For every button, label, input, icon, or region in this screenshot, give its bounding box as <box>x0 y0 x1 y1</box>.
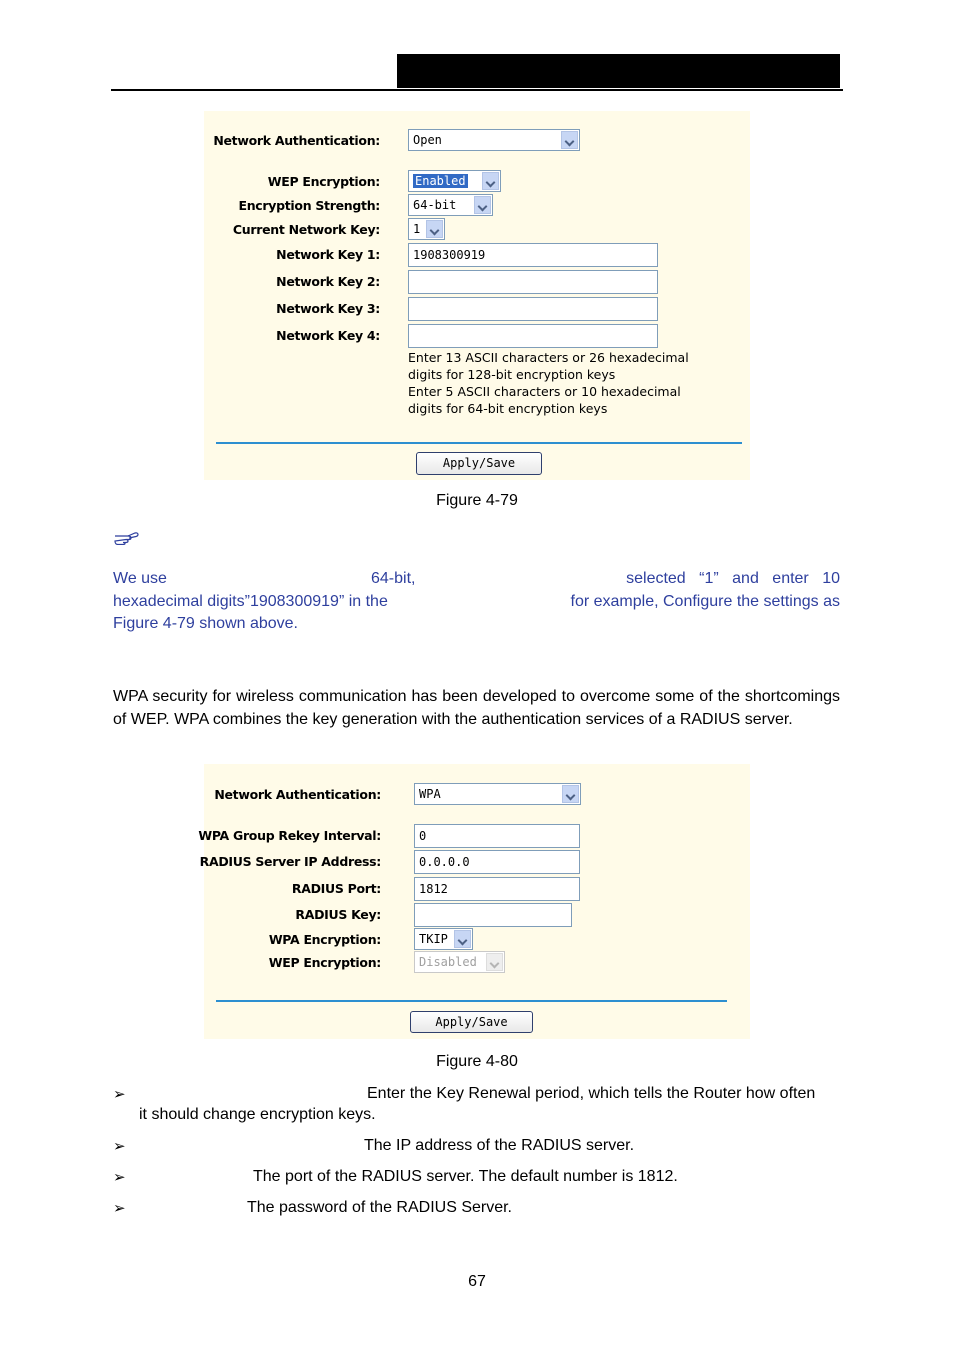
label-network-key-4: Network Key 4: <box>276 328 380 343</box>
label-radius-key: RADIUS Key: <box>295 907 381 922</box>
bullet-arrow-icon: ➢ <box>113 1086 126 1103</box>
radius-server-ip-input[interactable]: 0.0.0.0 <box>414 850 580 874</box>
label-wpa-encryption: WPA Encryption: <box>268 932 381 947</box>
bullet-text: The IP address of the RADIUS server. <box>364 1137 635 1154</box>
figure-caption: Figure 4-80 <box>436 1053 518 1070</box>
label-current-network-key: Current Network Key: <box>232 222 380 237</box>
network-authentication-value: WPA <box>419 787 441 801</box>
label-wep-encryption: WEP Encryption: <box>267 174 380 189</box>
current-network-key-value: 1 <box>413 222 421 236</box>
network-key-4-input[interactable] <box>408 324 658 348</box>
note-line-3: Figure 4-79 shown above. <box>113 615 298 632</box>
label-radius-port: RADIUS Port: <box>291 881 381 896</box>
wpa-encryption-select[interactable] <box>414 928 473 950</box>
network-key-3-input[interactable] <box>408 297 658 321</box>
chevron-down-icon <box>561 131 578 149</box>
bullet-arrow-icon: ➢ <box>113 1200 126 1217</box>
label-wpa-group-rekey-interval: WPA Group Rekey Interval: <box>198 828 381 843</box>
network-authentication-value: Open <box>413 133 442 147</box>
note-text: 64-bit, <box>371 570 416 587</box>
wep-encryption-value: Disabled <box>419 955 477 969</box>
chevron-down-icon <box>474 196 491 214</box>
wpa-encryption-value: TKIP <box>419 932 448 946</box>
bullet-text: it should change encryption keys. <box>139 1106 376 1123</box>
bullet-arrow-icon: ➢ <box>113 1169 126 1186</box>
network-authentication-select[interactable] <box>414 783 581 805</box>
label-network-authentication: Network Authentication: <box>214 787 381 802</box>
network-key-2-input[interactable] <box>408 270 658 294</box>
label-network-key-1: Network Key 1: <box>276 247 380 262</box>
page-number: 67 <box>468 1273 486 1290</box>
key-format-hint <box>408 349 708 417</box>
chevron-down-icon <box>482 172 499 190</box>
hint-line: Enter 13 ASCII characters or 26 hexadecimal <box>408 350 689 365</box>
figure-4-80-panel <box>204 764 750 1039</box>
wep-encryption-select[interactable] <box>408 170 501 192</box>
note-line-2 <box>113 591 840 613</box>
chevron-down-icon <box>562 785 579 803</box>
encryption-strength-value: 64-bit <box>413 198 457 212</box>
label-radius-server-ip: RADIUS Server IP Address: <box>199 854 381 869</box>
wep-encryption-select-disabled <box>414 951 505 973</box>
note-text: We use <box>113 570 167 587</box>
network-key-1-input[interactable]: 1908300919 <box>408 243 658 267</box>
chevron-down-icon <box>486 953 503 971</box>
wpa-group-rekey-interval-input[interactable]: 0 <box>414 824 580 848</box>
wpa-paragraph: WPA security for wireless communication has been developed to overcome some of the shortcomings of WEP. WPA combines the key generation with the authentication services of a RADIUS server. <box>113 688 840 728</box>
figure-caption: Figure 4-79 <box>436 492 518 509</box>
hint-line: digits for 64-bit encryption keys <box>408 401 608 416</box>
figure-4-79-panel <box>204 111 750 480</box>
pointing-hand-icon <box>114 531 140 545</box>
bullet-text: The port of the RADIUS server. The default number is 1812. <box>253 1168 678 1185</box>
label-network-key-3: Network Key 3: <box>276 301 380 316</box>
bullet-arrow-icon: ➢ <box>113 1138 126 1155</box>
label-wep-encryption: WEP Encryption: <box>268 955 381 970</box>
apply-save-button[interactable]: Apply/Save <box>416 452 542 475</box>
label-network-key-2: Network Key 2: <box>276 274 380 289</box>
hint-line: Enter 5 ASCII characters or 10 hexadecimal <box>408 384 681 399</box>
radius-port-input[interactable]: 1812 <box>414 877 580 901</box>
encryption-strength-select[interactable] <box>408 194 493 216</box>
label-encryption-strength: Encryption Strength: <box>238 198 380 213</box>
divider <box>216 1000 727 1002</box>
chevron-down-icon <box>426 220 443 238</box>
radius-key-input[interactable] <box>414 903 572 927</box>
hint-line: digits for 128-bit encryption keys <box>408 367 616 382</box>
note-text: for example, Configure the settings as <box>570 593 840 610</box>
chevron-down-icon <box>454 930 471 948</box>
wep-encryption-value: Enabled <box>415 174 466 188</box>
bullet-text: Enter the Key Renewal period, which tells the Router how often <box>367 1085 816 1102</box>
apply-save-button[interactable]: Apply/Save <box>410 1011 533 1033</box>
divider <box>216 442 742 444</box>
header-bar <box>397 54 840 88</box>
bullet-text: The password of the RADIUS Server. <box>247 1199 512 1216</box>
current-network-key-select[interactable] <box>408 218 445 240</box>
header-rule <box>111 89 843 91</box>
label-network-authentication: Network Authentication: <box>213 133 380 148</box>
note-text: selected “1” and enter 10 <box>626 570 840 587</box>
network-authentication-select[interactable] <box>408 129 580 151</box>
note-text: hexadecimal digits”1908300919” in the <box>113 593 388 610</box>
note-line-1 <box>113 568 840 590</box>
